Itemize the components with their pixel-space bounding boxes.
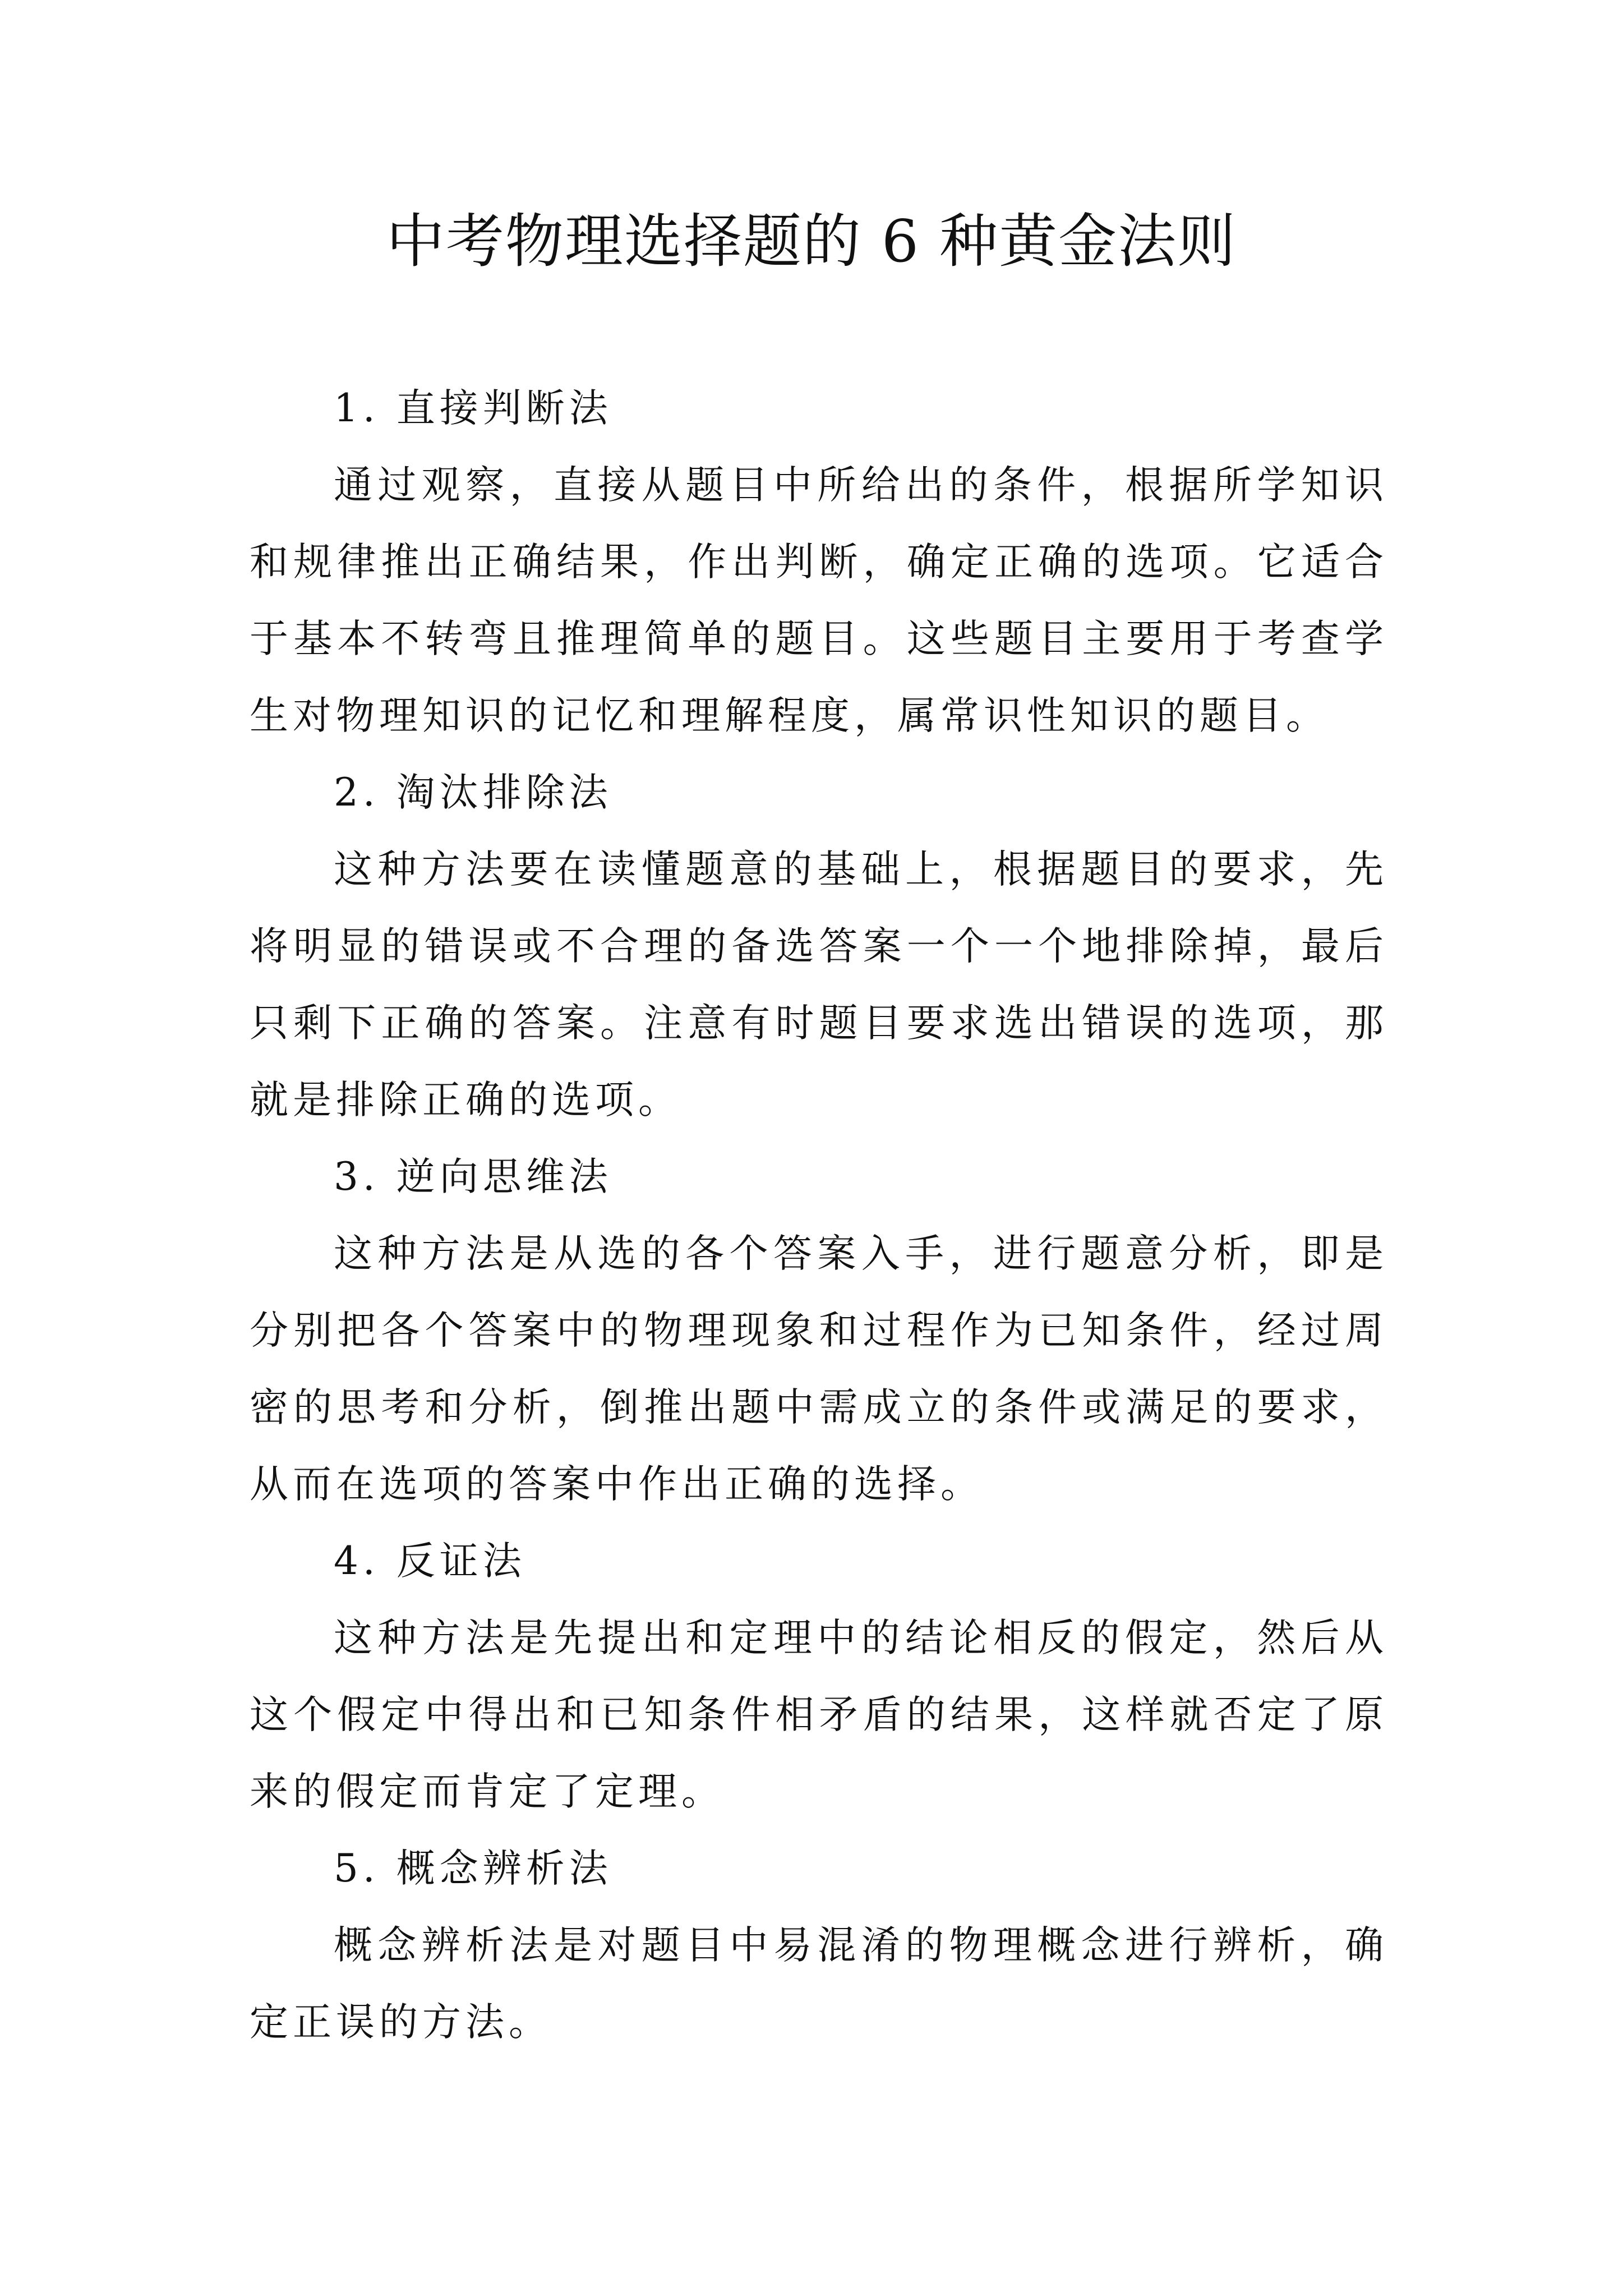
section-paragraph: 这种方法要在读懂题意的基础上，根据题目的要求，先将明显的错误或不合理的备选答案一个一个地排除掉，最后只剩下正确的答案。注意有时题目要求选出错误的选项，那就是排除正确的选项。 [250,847,1388,1122]
section-heading: 3. 逆向思维法 [334,1154,612,1199]
section-paragraph: 这种方法是先提出和定理中的结论相反的假定，然后从这个假定中得出和已知条件相矛盾的结果，这样就否定了原来的假定而肯定了定理。 [250,1616,1388,1814]
section-paragraph: 概念辨析法是对题目中易混淆的物理概念进行辨析，确定正误的方法。 [250,1923,1388,2045]
section-paragraph: 通过观察，直接从题目中所给出的条件，根据所学知识和规律推出正确结果，作出判断，确定正确的选项。它适合于基本不转弯且推理简单的题目。这些题目主要用于考查学生对物理知识的记忆和理解程度，属常识性知识的题目。 [250,463,1388,738]
section-paragraph: 这种方法是从选的各个答案入手，进行题意分析，即是分别把各个答案中的物理现象和过程作为已知条件，经过周密的思考和分析，倒推出题中需成立的条件或满足的要求，从而在选项的答案中作出正确的选择。 [250,1231,1388,1507]
section-heading: 2. 淘汰排除法 [334,770,612,815]
document-title: 中考物理选择题的 6 种黄金法则 [386,207,1237,275]
section-heading: 1. 直接判断法 [334,386,612,431]
section-heading: 4. 反证法 [334,1539,526,1584]
section-heading: 5. 概念辨析法 [334,1846,612,1891]
document-body [250,370,1388,2061]
